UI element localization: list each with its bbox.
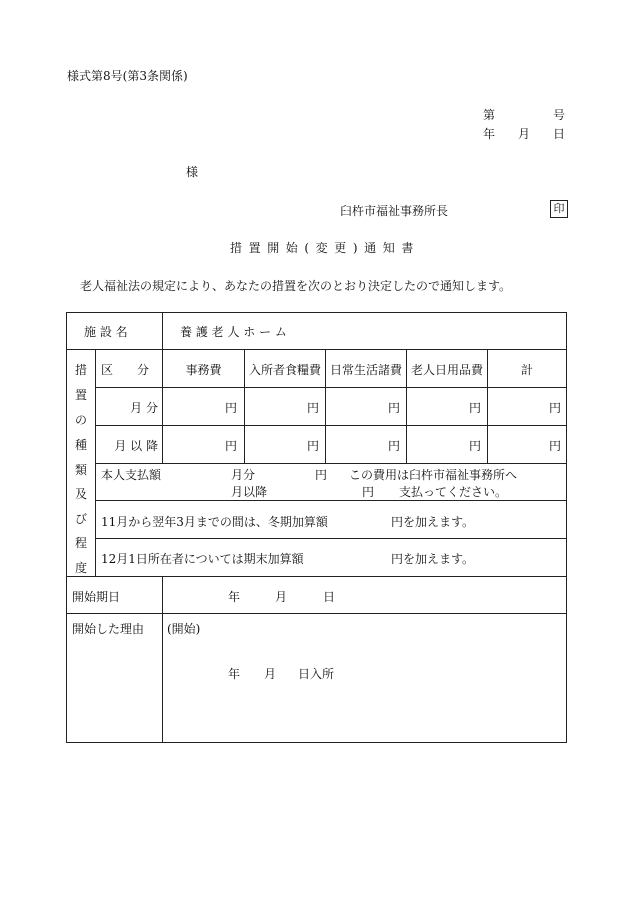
column-header: 日常生活諸費 (329, 363, 402, 377)
facility-label: 施 設 名 (84, 325, 128, 339)
admit-year: 年 (228, 667, 241, 681)
date-day: 日 (553, 127, 566, 141)
column-header: 計 (520, 363, 533, 377)
yen-unit: 円 (548, 439, 561, 453)
document-title: 措置開始(変更)通知書 (230, 241, 420, 255)
winter-addition-suffix: 円を加えます。 (391, 515, 475, 529)
self-pay-yen: 円 (315, 468, 328, 482)
start-date-month: 月 (275, 590, 288, 604)
date-year: 年 (483, 127, 496, 141)
vertical-label-char: 措 (74, 363, 87, 377)
document-number-suffix: 号 (553, 108, 566, 122)
yen-unit: 円 (306, 439, 319, 453)
intro-text: 老人福祉法の規定により、あなたの措置を次のとおり決定したので通知します。 (80, 279, 512, 293)
yen-unit: 円 (224, 439, 237, 453)
self-pay-label: 本人支払額 (101, 468, 162, 482)
start-date-year: 年 (228, 590, 241, 604)
document-number-prefix: 第 (483, 108, 496, 122)
yen-unit: 円 (468, 401, 481, 415)
addressee-suffix: 様 (186, 165, 199, 179)
yen-unit: 円 (387, 401, 400, 415)
vertical-label-char: 類 (74, 463, 87, 477)
date-month: 月 (518, 127, 531, 141)
facility-value: 養 護 老 人 ホ ー ム (180, 325, 287, 339)
row-label: 月 分 (130, 401, 158, 415)
reason-kind: (開始) (167, 622, 201, 636)
yearend-addition-suffix: 円を加えます。 (391, 552, 475, 566)
column-header: 老人日用品費 (410, 363, 483, 377)
reason-label: 開始した理由 (72, 622, 145, 636)
yen-unit: 円 (548, 401, 561, 415)
yen-unit: 円 (468, 439, 481, 453)
column-header: 入所者食糧費 (248, 363, 321, 377)
start-date-day: 日 (323, 590, 336, 604)
admit-month: 月 (264, 667, 277, 681)
column-header: 事務費 (185, 363, 222, 377)
yen-unit: 円 (306, 401, 319, 415)
start-date-label: 開始期日 (72, 590, 121, 604)
self-pay-month: 月分 (231, 468, 256, 482)
vertical-label-char: 度 (74, 561, 87, 575)
seal-mark: 印 (550, 200, 568, 218)
form-number: 様式第8号(第3条関係) (67, 69, 188, 83)
winter-addition-text: 11月から翌年3月までの間は、冬期加算額 (101, 515, 328, 529)
vertical-label-char: 及 (74, 487, 87, 501)
vertical-label-char: び (74, 512, 87, 526)
vertical-label-char: の (74, 413, 87, 427)
row-label: 月 以 降 (114, 439, 158, 453)
yearend-addition-text: 12月1日所在者については期末加算額 (101, 552, 304, 566)
issuer-name: 臼杵市福祉事務所長 (340, 204, 449, 218)
category-label: 区 分 (101, 363, 150, 377)
yen-unit: 円 (224, 401, 237, 415)
admit-day: 日入所 (298, 667, 335, 681)
vertical-label-char: 程 (74, 536, 87, 550)
self-pay-yen-after: 円 (362, 485, 375, 499)
vertical-label-char: 種 (74, 438, 87, 452)
self-pay-month-after: 月以降 (231, 485, 268, 499)
vertical-label-char: 置 (74, 388, 87, 402)
yen-unit: 円 (387, 439, 400, 453)
self-pay-note-after: 支払ってください。 (399, 485, 508, 499)
self-pay-note: この費用は臼杵市福祉事務所へ (349, 468, 518, 482)
